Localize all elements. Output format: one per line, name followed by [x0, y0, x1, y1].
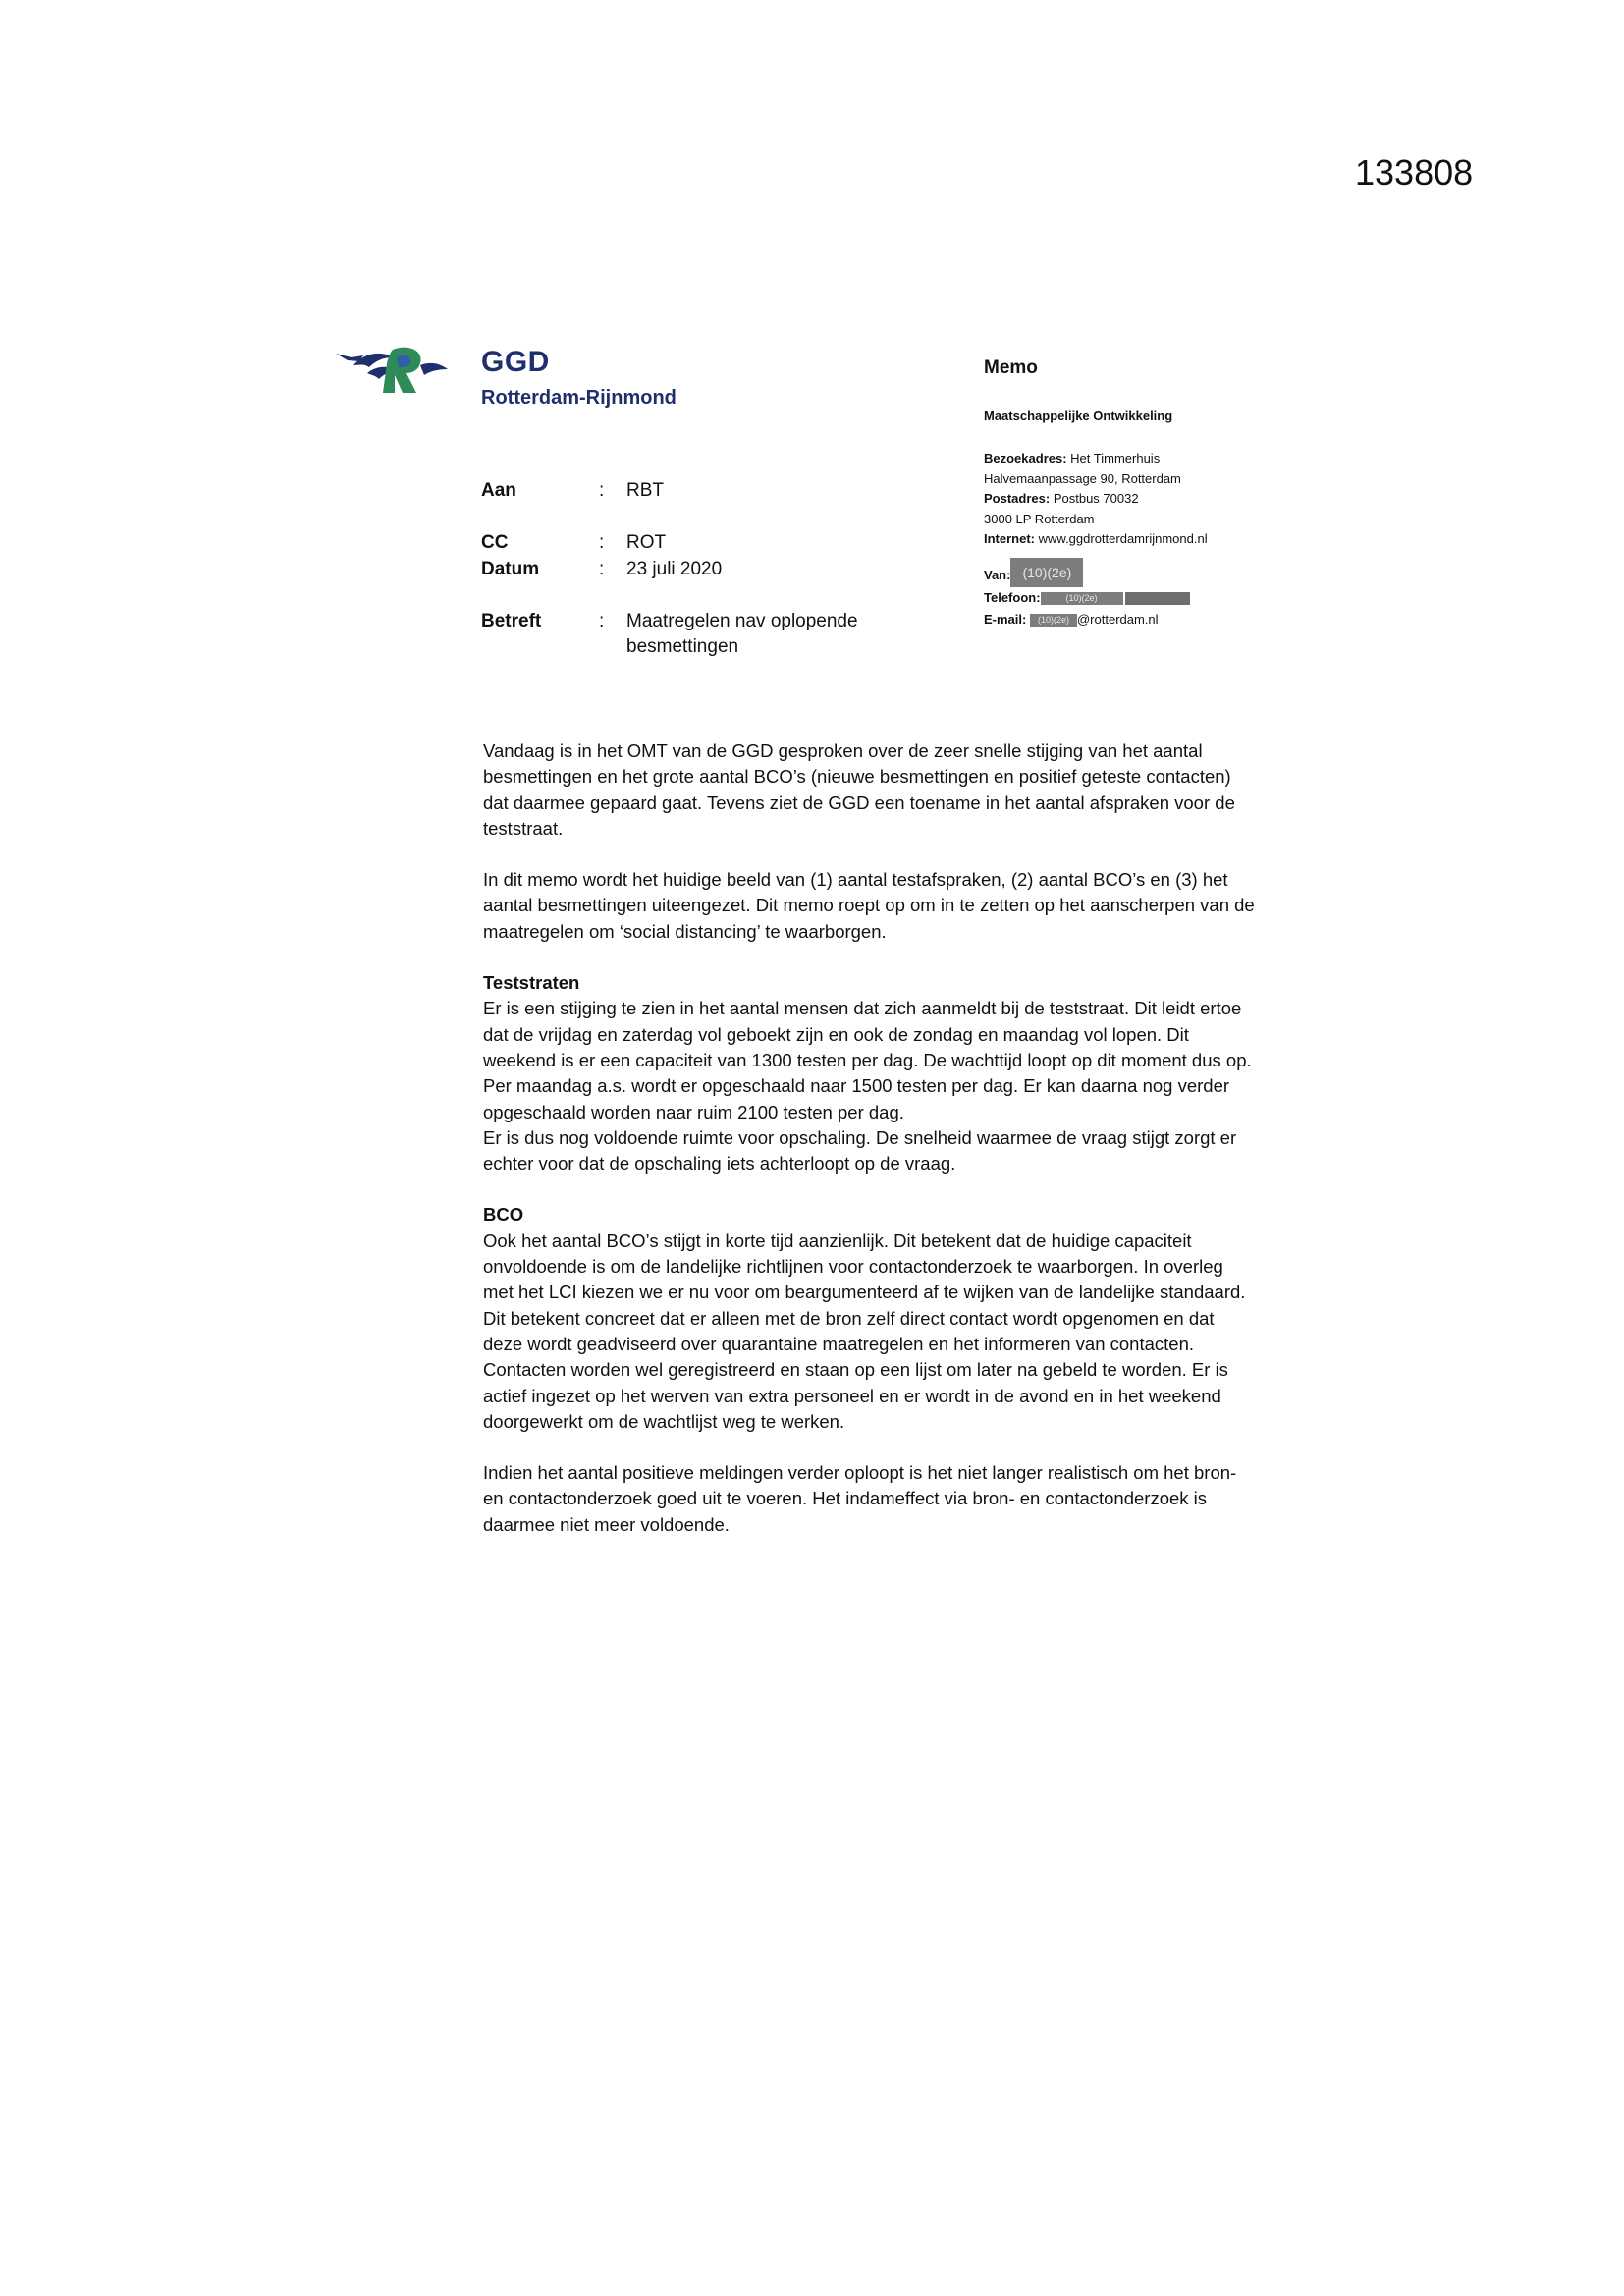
postcode-city: 3000 LP Rotterdam [984, 511, 1095, 526]
internet [984, 529, 1208, 550]
redaction-box: (10)(2e) [1030, 614, 1077, 627]
internet-label: Internet: [984, 531, 1035, 546]
meta-separator: : [599, 559, 605, 579]
meta-value: RBT [626, 480, 664, 501]
meta-label: Datum [481, 559, 540, 579]
section-paragraph: Er is een stijging te zien in het aantal mensen dat zich aanmeldt bij de teststraat. Dit leidt ertoe dat de vrijdag en zaterdag vol geboekt zijn en ook de zondag en maandag vol lopen. Dit weekend is er een capaciteit van 1300 testen per dag. De wachttijd loopt op dit moment dus op. Per maandag a.s. wordt er opgeschaald naar 1500 testen per dag. Er kan daarna nog verder opgeschaald worden naar ruim 2100 testen per dag. [483, 998, 1252, 1122]
section-bco [483, 1202, 1255, 1435]
meta-separator: : [599, 611, 605, 631]
email-domain: @rotterdam.nl [1076, 611, 1159, 627]
from-label: Van: [984, 568, 1011, 582]
post-value: Postbus 70032 [1053, 491, 1139, 506]
meta-separator: : [599, 480, 605, 501]
visit-address [984, 449, 1208, 469]
meta-value: 23 juli 2020 [626, 559, 723, 579]
ggd-logo-icon [334, 344, 452, 398]
document-number: 133808 [1355, 152, 1474, 192]
department: Maatschappelijke Ontwikkeling [984, 409, 1173, 423]
redaction-box: (10)(2e) [1041, 592, 1123, 605]
closing-paragraph: Indien het aantal positieve meldingen verder oploopt is het niet langer realistisch om het bron- en contactonderzoek goed uit te voeren. Het indameffect via bron- en contactonderzoek is daarmee niet meer voldoende. [483, 1462, 1237, 1535]
street: Halvemaanpassage 90, Rotterdam [984, 470, 1181, 486]
from-line [984, 565, 1190, 587]
internet-value: www.ggdrotterdamrijnmond.nl [1038, 531, 1208, 546]
meta-value: ROT [626, 532, 667, 553]
visit-value: Het Timmerhuis [1070, 451, 1161, 465]
section-teststraten [483, 970, 1255, 1176]
memo-body [483, 738, 1255, 1563]
meta-label: CC [481, 532, 509, 553]
org-name: GGD [481, 346, 550, 378]
intro-paragraph: Vandaag is in het OMT van de GGD gesproken over de zeer snelle stijging van het aantal besmettingen en het grote aantal BCO’s (nieuwe besmettingen en positief geteste contacten) dat daarmee gepaard gaat. Tevens ziet de GGD een toename in het aantal afspraken voor de teststraat. [483, 740, 1235, 839]
email-label: E-mail: [984, 611, 1027, 627]
post-address [984, 489, 1208, 510]
redaction-box: (10)(2e) [1010, 558, 1083, 587]
section-heading: Teststraten [483, 972, 580, 994]
purpose-paragraph: In dit memo wordt het huidige beeld van (1) aantal testafspraken, (2) aantal BCO’s en (3) het aantal besmettingen uiteengezet. Dit memo roept op om in te zetten op het aanscherpen van de maatregelen om ‘social distancing’ te waarborgen. [483, 869, 1255, 942]
org-subtitle: Rotterdam-Rijnmond [481, 387, 677, 409]
section-paragraph: Ook het aantal BCO’s stijgt in korte tijd aanzienlijk. Dit betekent dat de huidige capaciteit onvoldoende is om de landelijke richtlijnen voor contactonderzoek te waarborgen. In overleg met het LCI kiezen we er nu voor om beargumenteerd af te wijken van de landelijke standaard. Dit betekent concreet dat er alleen met de bron zelf direct contact wordt opgenomen en dat deze wordt geadviseerd over quarantaine maatregelen en het informeren van contacten. Contacten worden wel geregistreerd en staan op een lijst om later na gebeld te worden. Er is actief ingezet op het werven van extra personeel en er wordt in de avond en in het weekend doorgewerkt om de wachtlijst weg te werken. [483, 1230, 1246, 1432]
redaction-box [1125, 592, 1190, 605]
memo-title: Memo [984, 357, 1038, 378]
phone-line [984, 587, 1190, 609]
meta-separator: : [599, 532, 605, 553]
contact-block [984, 565, 1190, 630]
meta-value: Maatregelen nav oplopende besmettingen [626, 611, 858, 657]
visit-label: Bezoekadres: [984, 451, 1067, 465]
phone-label: Telefoon: [984, 589, 1041, 605]
email-line [984, 609, 1190, 630]
address-block [984, 449, 1208, 550]
meta-label: Betreft [481, 611, 542, 631]
section-paragraph: Er is dus nog voldoende ruimte voor opschaling. De snelheid waarmee de vraag stijgt zorgt er echter voor dat de opschaling iets achterloopt op de vraag. [483, 1126, 1237, 1175]
meta-label: Aan [481, 480, 516, 501]
section-heading: BCO [483, 1204, 524, 1226]
post-label: Postadres: [984, 491, 1051, 506]
